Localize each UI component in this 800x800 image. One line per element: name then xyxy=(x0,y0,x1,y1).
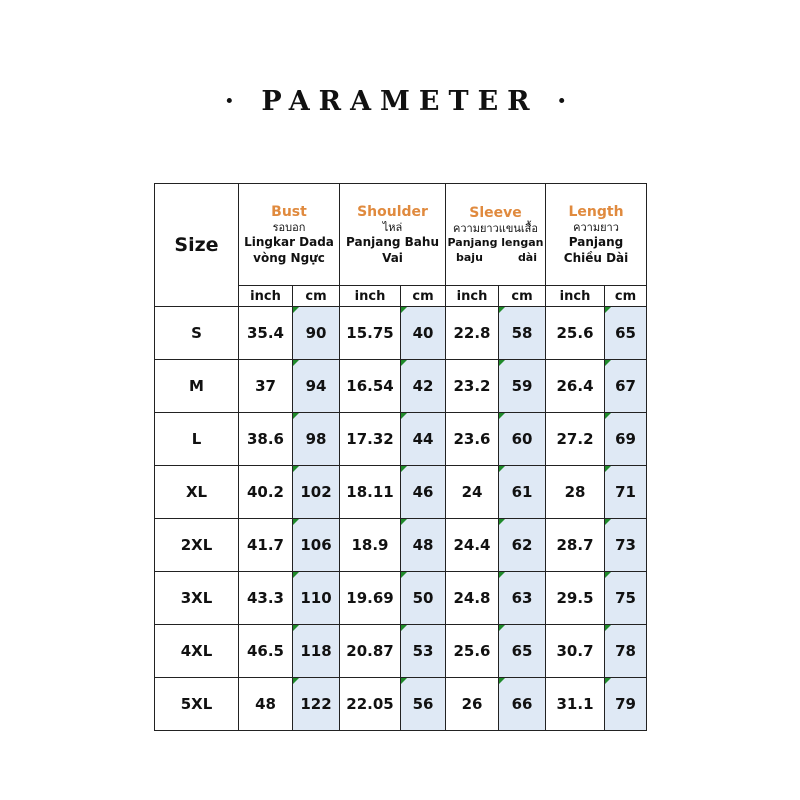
table-row xyxy=(155,360,647,413)
inch-value-cell: 24 xyxy=(446,466,499,519)
size-cell: 2XL xyxy=(155,519,239,572)
unit-label: inch xyxy=(340,286,401,307)
cm-value-cell: 62 xyxy=(499,519,546,572)
sleeve-column-header xyxy=(446,184,546,286)
cm-value-cell: 118 xyxy=(293,625,340,678)
cm-value-cell: 122 xyxy=(293,678,340,731)
inch-value-cell: 19.69 xyxy=(340,572,401,625)
inch-value-cell: 40.2 xyxy=(239,466,293,519)
cm-value-cell: 90 xyxy=(293,307,340,360)
size-cell: 4XL xyxy=(155,625,239,678)
unit-label: inch xyxy=(239,286,293,307)
inch-value-cell: 18.9 xyxy=(340,519,401,572)
inch-value-cell: 35.4 xyxy=(239,307,293,360)
bust-label-malay: Lingkar Dada xyxy=(244,235,334,250)
unit-label: inch xyxy=(446,286,499,307)
inch-value-cell: 28 xyxy=(546,466,605,519)
inch-value-cell: 31.1 xyxy=(546,678,605,731)
inch-value-cell: 30.7 xyxy=(546,625,605,678)
size-cell: 5XL xyxy=(155,678,239,731)
cm-value-cell: 110 xyxy=(293,572,340,625)
size-cell: 3XL xyxy=(155,572,239,625)
page-title: · PARAMETER · xyxy=(224,86,576,117)
table-row xyxy=(155,307,647,360)
inch-value-cell: 16.54 xyxy=(340,360,401,413)
inch-value-cell: 43.3 xyxy=(239,572,293,625)
inch-value-cell: 17.32 xyxy=(340,413,401,466)
cm-value-cell: 56 xyxy=(401,678,446,731)
cm-value-cell: 66 xyxy=(499,678,546,731)
unit-label: cm xyxy=(401,286,446,307)
shoulder-label-malay: Panjang Bahu xyxy=(346,235,439,250)
size-cell: M xyxy=(155,360,239,413)
inch-value-cell: 18.11 xyxy=(340,466,401,519)
length-label-vietnamese: Chiều Dài xyxy=(563,250,629,265)
unit-label: cm xyxy=(605,286,647,307)
cm-value-cell: 61 xyxy=(499,466,546,519)
inch-value-cell: 29.5 xyxy=(546,572,605,625)
inch-value-cell: 25.6 xyxy=(446,625,499,678)
sleeve-label-vietnamese: dài xyxy=(517,250,538,264)
cm-value-cell: 46 xyxy=(401,466,446,519)
cm-value-cell: 48 xyxy=(401,519,446,572)
sleeve-label: Sleeve xyxy=(469,204,522,221)
inch-value-cell: 24.8 xyxy=(446,572,499,625)
table-row xyxy=(155,413,647,466)
cm-value-cell: 78 xyxy=(605,625,647,678)
inch-value-cell: 22.8 xyxy=(446,307,499,360)
bust-label-vietnamese: vòng Ngực xyxy=(253,250,325,265)
length-label: Length xyxy=(568,203,624,220)
inch-value-cell: 48 xyxy=(239,678,293,731)
cm-value-cell: 73 xyxy=(605,519,647,572)
inch-value-cell: 22.05 xyxy=(340,678,401,731)
cm-value-cell: 59 xyxy=(499,360,546,413)
cm-value-cell: 60 xyxy=(499,413,546,466)
inch-value-cell: 24.4 xyxy=(446,519,499,572)
shoulder-column-header xyxy=(340,184,446,286)
sleeve-label-malay-cont: baju xyxy=(456,250,483,264)
inch-value-cell: 23.6 xyxy=(446,413,499,466)
cm-value-cell: 44 xyxy=(401,413,446,466)
inch-value-cell: 15.75 xyxy=(340,307,401,360)
shoulder-label-vietnamese: Vai xyxy=(382,250,403,265)
unit-label: inch xyxy=(546,286,605,307)
bust-label: Bust xyxy=(271,203,307,220)
unit-label: cm xyxy=(293,286,340,307)
shoulder-label-thai: ไหล่ xyxy=(382,220,403,234)
size-cell: XL xyxy=(155,466,239,519)
table-row xyxy=(155,519,647,572)
length-column-header xyxy=(546,184,647,286)
cm-value-cell: 98 xyxy=(293,413,340,466)
cm-value-cell: 71 xyxy=(605,466,647,519)
cm-value-cell: 53 xyxy=(401,625,446,678)
cm-value-cell: 65 xyxy=(605,307,647,360)
cm-value-cell: 75 xyxy=(605,572,647,625)
cm-value-cell: 40 xyxy=(401,307,446,360)
inch-value-cell: 46.5 xyxy=(239,625,293,678)
cm-value-cell: 106 xyxy=(293,519,340,572)
table-row xyxy=(155,466,647,519)
inch-value-cell: 37 xyxy=(239,360,293,413)
cm-value-cell: 50 xyxy=(401,572,446,625)
cm-value-cell: 69 xyxy=(605,413,647,466)
shoulder-label: Shoulder xyxy=(357,203,428,220)
cm-value-cell: 102 xyxy=(293,466,340,519)
bust-label-thai: รอบอก xyxy=(272,220,306,234)
size-rows xyxy=(155,307,647,731)
size-column-header: Size xyxy=(155,184,239,307)
inch-value-cell: 28.7 xyxy=(546,519,605,572)
cm-value-cell: 42 xyxy=(401,360,446,413)
table-row xyxy=(155,625,647,678)
inch-value-cell: 26 xyxy=(446,678,499,731)
sleeve-label-malay: Panjang lengan xyxy=(447,236,544,250)
inch-value-cell: 41.7 xyxy=(239,519,293,572)
sleeve-label-thai: ความยาวแขนเสื้อ xyxy=(453,222,538,236)
inch-value-cell: 27.2 xyxy=(546,413,605,466)
size-chart-table xyxy=(154,183,647,731)
cm-value-cell: 79 xyxy=(605,678,647,731)
inch-value-cell: 38.6 xyxy=(239,413,293,466)
table-row xyxy=(155,572,647,625)
cm-value-cell: 94 xyxy=(293,360,340,413)
size-cell: S xyxy=(155,307,239,360)
length-label-thai: ความยาว xyxy=(573,220,619,234)
inch-value-cell: 20.87 xyxy=(340,625,401,678)
cm-value-cell: 65 xyxy=(499,625,546,678)
cm-value-cell: 63 xyxy=(499,572,546,625)
size-cell: L xyxy=(155,413,239,466)
length-label-malay: Panjang xyxy=(568,235,624,250)
unit-label: cm xyxy=(499,286,546,307)
cm-value-cell: 67 xyxy=(605,360,647,413)
bust-column-header xyxy=(239,184,340,286)
cm-value-cell: 58 xyxy=(499,307,546,360)
table-row xyxy=(155,678,647,731)
inch-value-cell: 26.4 xyxy=(546,360,605,413)
inch-value-cell: 25.6 xyxy=(546,307,605,360)
inch-value-cell: 23.2 xyxy=(446,360,499,413)
